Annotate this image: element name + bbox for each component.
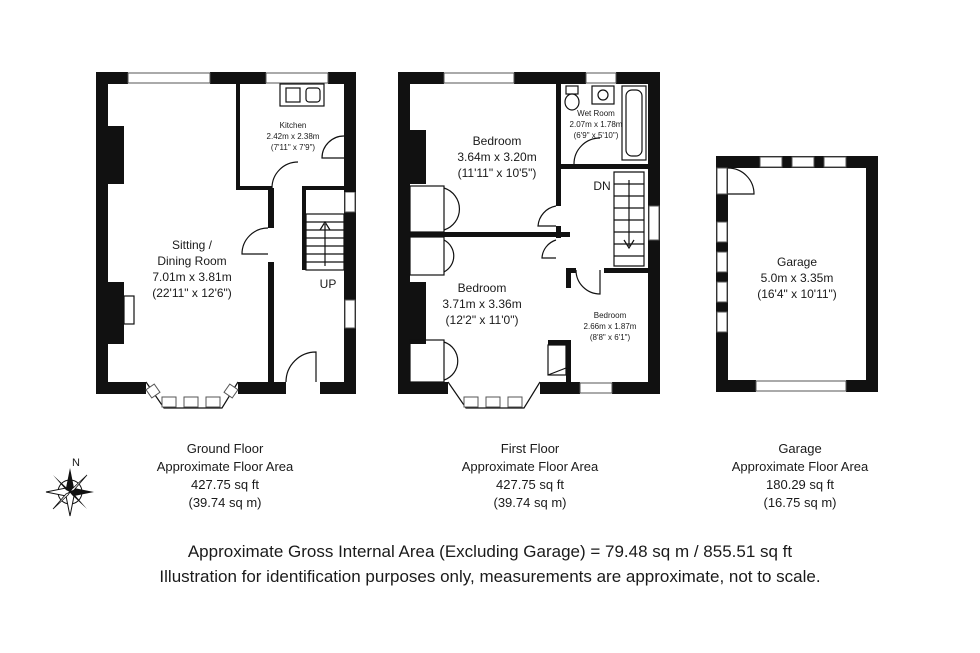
bedroom-3-imperial: (8'8" x 6'1") bbox=[589, 333, 631, 342]
garage-area-sqm: (16.75 sq m) bbox=[763, 495, 837, 510]
stairs-down-label: DN bbox=[593, 179, 611, 193]
first-floor-subtitle: Approximate Floor Area bbox=[461, 459, 599, 474]
ground-floor-doors bbox=[242, 136, 344, 382]
sitting-room-name-line2: Dining Room bbox=[157, 254, 227, 268]
stairs-up-label: UP bbox=[319, 277, 337, 291]
wet-room-imperial: (6'9" x 5'10") bbox=[573, 131, 619, 140]
first-floor-title: First Floor bbox=[500, 441, 560, 456]
sitting-room-label bbox=[152, 238, 232, 300]
bedroom-2-metric: 3.71m x 3.36m bbox=[442, 297, 522, 311]
ground-floor-stairs bbox=[306, 214, 344, 270]
ground-floor-subtitle: Approximate Floor Area bbox=[156, 459, 294, 474]
bedroom-3-name: Bedroom bbox=[593, 311, 627, 320]
first-floor-sqft: 427.75 sq ft bbox=[496, 477, 564, 492]
bedroom-2-label bbox=[442, 281, 521, 327]
kitchen-label bbox=[267, 121, 320, 152]
garage-plan bbox=[716, 156, 878, 392]
bedroom-1-name: Bedroom bbox=[472, 134, 522, 148]
bedroom-1-metric: 3.64m x 3.20m bbox=[457, 150, 537, 164]
ground-floor-sqm: (39.74 sq m) bbox=[188, 495, 262, 510]
compass-north-label: N bbox=[72, 457, 80, 469]
bedroom-3-metric: 2.66m x 1.87m bbox=[583, 322, 637, 331]
gross-internal-area: Approximate Gross Internal Area (Excluding Garage) = 79.48 sq m / 855.51 sq ft bbox=[187, 542, 793, 561]
bedroom-2-imperial: (12'2" x 11'0") bbox=[445, 313, 519, 327]
ground-floor-title: Ground Floor bbox=[186, 441, 264, 456]
ground-floor-area-caption bbox=[157, 441, 294, 510]
bedroom-1-label bbox=[457, 134, 536, 180]
sitting-room-name-line1: Sitting / bbox=[171, 238, 213, 252]
garage-label bbox=[757, 255, 837, 301]
first-floor-stairs bbox=[614, 172, 644, 266]
wet-room-label bbox=[570, 109, 623, 140]
garage-area-title: Garage bbox=[778, 441, 822, 456]
garage-metric: 5.0m x 3.35m bbox=[760, 271, 834, 285]
sitting-room-metric: 7.01m x 3.81m bbox=[152, 270, 232, 284]
disclaimer-text: Illustration for identification purposes only, measurements are approximate, not to scale. bbox=[159, 567, 821, 586]
compass-rose-icon bbox=[46, 457, 94, 516]
garage-area-subtitle: Approximate Floor Area bbox=[731, 459, 869, 474]
garage-area-sqft: 180.29 sq ft bbox=[766, 477, 834, 492]
garage-name: Garage bbox=[776, 255, 818, 269]
bedroom-1-imperial: (11'11" x 10'5") bbox=[457, 166, 537, 180]
bedroom-3-label bbox=[584, 311, 637, 342]
garage-imperial: (16'4" x 10'11") bbox=[757, 287, 837, 301]
ground-floor-walls bbox=[96, 72, 356, 408]
ground-floor-sqft: 427.75 sq ft bbox=[191, 477, 259, 492]
sitting-room-imperial: (22'11" x 12'6") bbox=[152, 286, 232, 300]
kitchen-imperial: (7'11" x 7'9") bbox=[270, 143, 316, 152]
bedroom-2-name: Bedroom bbox=[457, 281, 507, 295]
kitchen-metric: 2.42m x 2.38m bbox=[266, 132, 320, 141]
ground-floor-plan bbox=[96, 72, 356, 408]
kitchen-units bbox=[280, 84, 324, 106]
wet-room-metric: 2.07m x 1.78m bbox=[569, 120, 623, 129]
first-floor-sqm: (39.74 sq m) bbox=[493, 495, 567, 510]
kitchen-name: Kitchen bbox=[279, 121, 307, 130]
wet-room-name: Wet Room bbox=[577, 109, 615, 118]
first-floor-area-caption bbox=[462, 441, 599, 510]
first-floor-plan bbox=[398, 72, 660, 408]
garage-area-caption bbox=[732, 441, 869, 510]
garage-side-door bbox=[728, 168, 754, 194]
